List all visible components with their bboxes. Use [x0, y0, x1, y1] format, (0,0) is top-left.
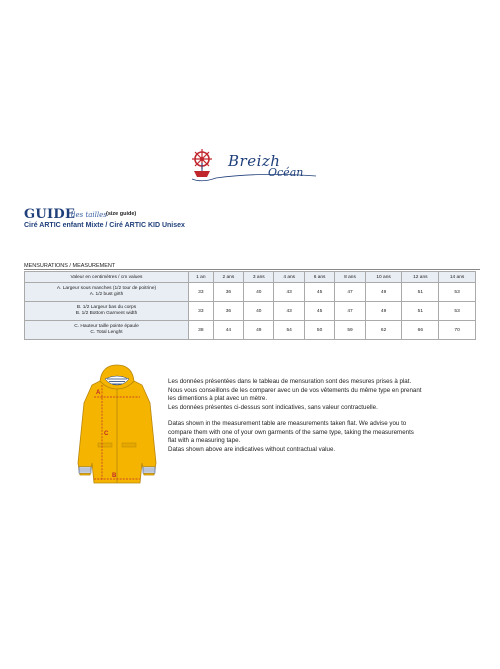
- brand-name-2: Océan: [268, 166, 304, 179]
- size-header: 2 ans: [213, 272, 243, 283]
- size-header: 4 ans: [274, 272, 304, 283]
- cell-value: 59: [335, 321, 365, 340]
- cell-value: 44: [213, 321, 243, 340]
- cell-value: 70: [439, 321, 476, 340]
- guide-title: GUIDE: [24, 207, 76, 222]
- size-header: 14 ans: [439, 272, 476, 283]
- row-label-en: B. 1/2 Bottom Garment width: [75, 311, 138, 316]
- row-label: [25, 321, 189, 340]
- note-line: compare them with one of your own garments of the same type, taking the measurements: [168, 428, 414, 436]
- cell-value: 43: [274, 302, 304, 321]
- note-line: les dimentions à plat avec un mètre.: [168, 395, 268, 403]
- cell-value: 50: [304, 321, 334, 340]
- row-label-fr: A. Largeur sous manches (1/2 tour de poitrine): [56, 285, 157, 291]
- size-header: 12 ans: [402, 272, 439, 283]
- cell-value: 40: [244, 283, 274, 302]
- note-line: flat with a measuring tape.: [168, 437, 241, 445]
- cell-value: 43: [274, 283, 304, 302]
- row-label: [25, 302, 189, 321]
- corner-header: Valeur en centimètres / cm values: [25, 272, 189, 283]
- cell-value: 54: [274, 321, 304, 340]
- note-line: Datas shown above are indicatives without contractual value.: [168, 445, 336, 453]
- row-label-fr: B. 1/2 Largeur bas du corps: [76, 304, 137, 310]
- cell-value: 45: [304, 302, 334, 321]
- label-a: A: [96, 390, 101, 396]
- guide-subtitle: des tailles: [71, 211, 107, 219]
- row-label-en: A. 1/2 bust girth: [89, 292, 124, 297]
- cell-value: 53: [439, 283, 476, 302]
- cell-value: 49: [244, 321, 274, 340]
- cell-value: 47: [335, 283, 365, 302]
- cell-value: 47: [335, 302, 365, 321]
- cell-value: 49: [365, 302, 402, 321]
- cell-value: 51: [402, 302, 439, 321]
- cell-value: 49: [365, 283, 402, 302]
- cell-value: 53: [439, 302, 476, 321]
- cell-value: 36: [213, 302, 243, 321]
- measurement-table: [24, 271, 476, 340]
- product-title: Ciré ARTIC enfant Mixte / Ciré ARTIC KID Unisex: [24, 222, 185, 229]
- row-label: [25, 283, 189, 302]
- size-guide-label: (size guide): [106, 211, 137, 217]
- cell-value: 33: [189, 302, 214, 321]
- size-header: 6 ans: [304, 272, 334, 283]
- cell-value: 51: [402, 283, 439, 302]
- divider: [24, 269, 480, 270]
- row-label-en: C. Total Lenght: [90, 330, 123, 335]
- size-header: 10 ans: [365, 272, 402, 283]
- table-row: [25, 283, 476, 302]
- notes-fr: [168, 378, 478, 412]
- note-line: Datas shown in the measurement table are measurements taken flat. We advise you to: [168, 420, 407, 427]
- cell-value: 36: [213, 283, 243, 302]
- cell-value: 40: [244, 302, 274, 321]
- note-line: Les données présentées dans le tableau de mensuration sont des mesures prises à plat.: [168, 378, 412, 385]
- raincoat-diagram: [72, 363, 162, 491]
- cell-value: 33: [189, 283, 214, 302]
- brand-name: Breizh: [228, 152, 281, 170]
- table-row: [25, 302, 476, 321]
- cell-value: 66: [402, 321, 439, 340]
- cell-value: 45: [304, 283, 334, 302]
- note-line: Nous vous conseillons de les comparer avec un de vos vêtements du même type en prenant: [168, 386, 422, 394]
- note-line: Les données présentes ci-dessus sont indicatives, sans valeur contractuelle.: [168, 403, 378, 411]
- cell-value: 38: [189, 321, 214, 340]
- label-b: B: [112, 473, 117, 479]
- section-label: MENSURATIONS / MEASUREMENT: [24, 263, 116, 269]
- size-header: 3 ans: [244, 272, 274, 283]
- size-header: 1 an: [189, 272, 214, 283]
- notes-en: [168, 420, 478, 454]
- cell-value: 62: [365, 321, 402, 340]
- label-c: C: [104, 431, 109, 437]
- size-header: 8 ans: [335, 272, 365, 283]
- row-label-fr: C. Hauteur taille pointe épaule: [74, 323, 139, 329]
- table-row: [25, 321, 476, 340]
- table-header-row: [25, 272, 476, 283]
